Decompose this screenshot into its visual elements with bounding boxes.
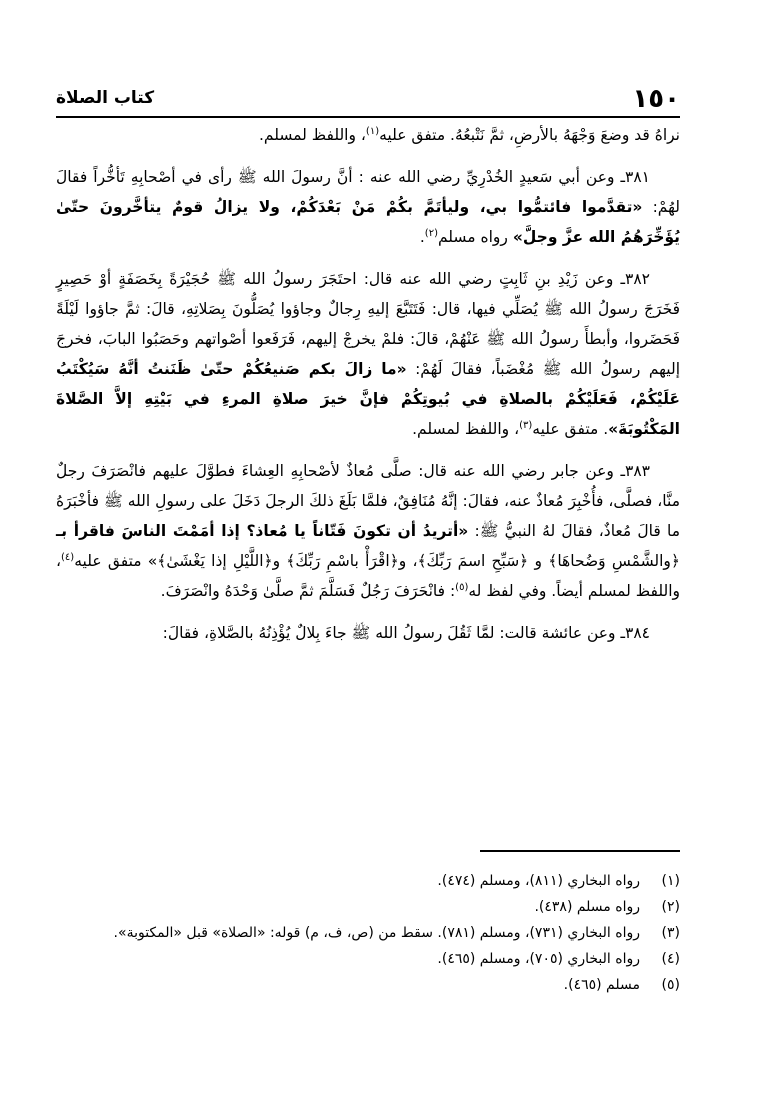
footnote-number: (٣) bbox=[661, 925, 680, 941]
footnotes bbox=[56, 868, 680, 998]
hadith-number: ٣٨١ـ bbox=[620, 168, 650, 186]
text-segment: . bbox=[419, 228, 425, 246]
footnote bbox=[56, 946, 680, 972]
book-page bbox=[56, 0, 680, 1113]
footnote bbox=[56, 920, 680, 946]
footnote-text: رواه مسلم (٤٣٨). bbox=[534, 899, 640, 915]
footnote-text: رواه البخاري (٧٣١)، ومسلم (٧٨١). سقط من (ص، ف، م) قوله: «الصلاة» قبل «المكتوبة». bbox=[113, 925, 640, 941]
footnote-text: رواه البخاري (٨١١)، ومسلم (٤٧٤). bbox=[437, 873, 640, 889]
hadith-384 bbox=[56, 618, 680, 648]
footnote-number: (٢) bbox=[661, 899, 680, 915]
text-segment: وعن جابر رضي الله عنه قال: صلَّى مُعاذٌ لأصْحابِهِ العِشاءَ فطوَّلَ عليهم فانْصَرَفَ رجلٌ منَّا، فصلَّى، فأُخْبِرَ مُعاذٌ عنه، فقالَ: إنَّهُ مُنَافِقٌ، فلمَّا بَلَغَ ذلكَ الرجلَ دَخَلَ على رسولِ الله ﷺ فأخْبَرَهُ ما قالَ مُعاذٌ، فقالَ لهُ النبيُّ ﷺ: bbox=[56, 462, 681, 540]
footnote-ref: (٤) bbox=[61, 551, 75, 563]
text-segment: وعن عائشة قالت: لمَّا ثَقُلَ رسولُ الله ﷺ جاءَ بِلالٌ يُؤْذِنُهُ بالصَّلاةِ، فقالَ: bbox=[162, 624, 621, 642]
text-segment: وعن أبي سَعيدٍ الخُدْرِيِّ رضي الله عنه : أنَّ رسولَ الله ﷺ رأى في أصْحابِهِ تَأخُّراً فقالَ لهُمْ: bbox=[56, 168, 680, 216]
footnote-ref: (٥) bbox=[455, 581, 469, 593]
footnote-number: (٥) bbox=[661, 977, 680, 993]
text-segment: ، واللفظ لمسلم. bbox=[258, 126, 366, 144]
page-header bbox=[56, 84, 680, 114]
text-segment: : فانْحَرَفَ رَجُلٌ فَسَلَّمَ ثمَّ صلَّىٰ وَحْدَهُ وانْصَرَفَ. bbox=[160, 582, 456, 600]
hadith-381 bbox=[56, 162, 680, 252]
hadith-382 bbox=[56, 264, 680, 444]
hadith-quote: «تقدَّموا فائتمُّوا بي، وليأتَمَّ بكُمْ مَنْ بَعْدَكُمْ، ولا يزالُ قومٌ يتأخَّرونَ حتّىٰ يُؤَخِّرَهُمُ الله عزَّ وجلَّ» bbox=[56, 198, 680, 246]
footnote-text: رواه البخاري (٧٠٥)، ومسلم (٤٦٥). bbox=[437, 951, 640, 967]
main-text bbox=[56, 120, 680, 648]
footnote-ref: (١) bbox=[365, 125, 380, 137]
hadith-number: ٣٨٤ـ bbox=[620, 624, 650, 642]
hadith-quote: «أتريدُ أن تكونَ فَتّاناً يا مُعاذ؟ إذا أمَمْتَ الناسَ فاقرأ بـ bbox=[56, 522, 469, 540]
hadith-number: ٣٨٢ـ bbox=[620, 270, 650, 288]
hadith-quote: «ما زالَ بكم صَنيعُكُمْ حتّىٰ ظَنَنتُ أنَّهُ سَيُكْتَبُ عَلَيْكُمْ، فَعَلَيْكُمْ بالصلاةِ في بُيوتِكُمْ فإنَّ خيرَ صلاةِ المرءِ في بَيْتِهِ إلاَّ الصَّلاةَ المَكْتُوبَةَ» bbox=[56, 360, 680, 438]
footnote-divider bbox=[480, 850, 680, 852]
hadith-383 bbox=[56, 456, 680, 606]
footnote bbox=[56, 868, 680, 894]
running-title: كتاب الصلاة bbox=[56, 88, 155, 108]
text-segment: نراهُ قد وضعَ وَجْهَهُ بالأرضِ، ثمَّ نَتْبعُهُ. متفق عليه bbox=[379, 126, 680, 144]
footnote-text: مسلم (٤٦٥). bbox=[563, 977, 640, 993]
hadith-number: ٣٨٣ـ bbox=[620, 462, 650, 480]
text-segment: ، واللفظ لمسلم أيضاً. وفي لفظ له bbox=[56, 552, 680, 600]
footnote bbox=[56, 972, 680, 998]
footnote bbox=[56, 894, 680, 920]
footnote-number: (٤) bbox=[661, 951, 680, 967]
text-segment: وعن زَيْدِ بنِ ثَابِتٍ رضي الله عنه قال: احتَجَرَ رسولُ الله ﷺ حُجَيْرَةً بِخَصَفَةٍ أوْ حَصِيرٍ فَخَرَجَ رسولُ الله ﷺ يُصَلِّي فيها، قال: فَتَتَبَّعَ إليهِ رِجالٌ وجاؤوا يُصَلُّونَ بِصَلاتِهِ، قالَ: ثمَّ جاؤوا لَيْلَةً فَحَضَروا، وأبطأَ رسولُ الله ﷺ عَنْهُمْ، قالَ: فلمْ يخرجْ إليهم، فَرَفَعوا أصْواتهم وحَصَبُوا البابَ، فخرجَ إليهم رسولُ الله ﷺ مُغْضَباً، فقالَ لَهُمْ: bbox=[56, 270, 681, 378]
header-divider bbox=[56, 116, 680, 118]
text-segment: . متفق عليه bbox=[532, 420, 609, 438]
footnote-ref: (٢) bbox=[424, 227, 438, 239]
text-segment: ﴿والشَّمْسِ وَضُحاهَا﴾ و ﴿سَبِّحِ اسمَ رَبِّكَ﴾، و﴿اقْرَأْ باسْمِ رَبِّكَ﴾ و﴿اللَّيْلِ إذا يَغْشَىٰ﴾» متفق عليه bbox=[74, 552, 680, 570]
page-number: ١٥٠ bbox=[632, 84, 680, 114]
footnote-number: (١) bbox=[661, 873, 680, 889]
text-segment: ، واللفظ لمسلم. bbox=[412, 420, 520, 438]
paragraph-continuation bbox=[56, 120, 680, 150]
text-segment: رواه مسلم bbox=[437, 228, 513, 246]
footnote-ref: (٣) bbox=[519, 419, 533, 431]
